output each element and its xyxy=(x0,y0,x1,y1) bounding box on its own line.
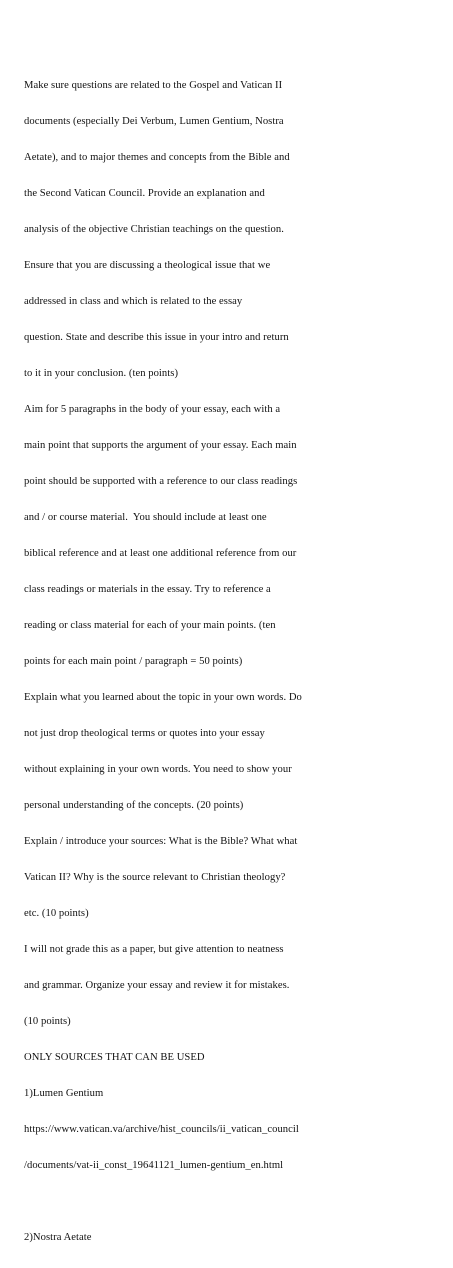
text-line: Make sure questions are related to the Gospel and Vatican II xyxy=(24,80,283,91)
text-line: class readings or materials in the essay. Try to reference a xyxy=(24,584,271,595)
text-line: Explain / introduce your sources: What is the Bible? What what xyxy=(24,836,298,847)
text-line: without explaining in your own words. You need to show your xyxy=(24,764,292,775)
blank-line xyxy=(24,1196,449,1208)
text-line: Explain what you learned about the topic in your own words. Do xyxy=(24,692,302,703)
text-line: Aim for 5 paragraphs in the body of your essay, each with a xyxy=(24,404,281,415)
source-item-title: 2)Nostra Aetate xyxy=(24,1232,92,1243)
text-line: etc. (10 points) xyxy=(24,908,89,919)
sources-heading: ONLY SOURCES THAT CAN BE USED xyxy=(24,1052,205,1063)
text-line: and grammar. Organize your essay and review it for mistakes. xyxy=(24,980,290,991)
text-line: reading or class material for each of your main points. (ten xyxy=(24,620,276,631)
text-line: documents (especially Dei Verbum, Lumen Gentium, Nostra xyxy=(24,116,284,127)
text-line: main point that supports the argument of your essay. Each main xyxy=(24,440,297,451)
text-line: addressed in class and which is related to the essay xyxy=(24,296,243,307)
text-line: biblical reference and at least one additional reference from our xyxy=(24,548,297,559)
text-line: analysis of the objective Christian teachings on the question. xyxy=(24,224,284,235)
text-line: and / or course material. You should include at least one xyxy=(24,512,267,523)
source-link-continuation[interactable]: /documents/vat-ii_const_19641121_lumen-gentium_en.html xyxy=(24,1160,284,1171)
source-link[interactable]: https://www.vatican.va/archive/hist_councils/ii_vatican_council xyxy=(24,1124,299,1135)
text-line: to it in your conclusion. (ten points) xyxy=(24,368,179,379)
text-line: personal understanding of the concepts. (20 points) xyxy=(24,800,244,811)
text-line: Vatican II? Why is the source relevant to Christian theology? xyxy=(24,872,286,883)
document-body xyxy=(24,56,449,1268)
text-line: Aetate), and to major themes and concepts from the Bible and xyxy=(24,152,290,163)
text-line: point should be supported with a reference to our class readings xyxy=(24,476,298,487)
source-item-title: 1)Lumen Gentium xyxy=(24,1088,104,1099)
text-line: Ensure that you are discussing a theological issue that we xyxy=(24,260,271,271)
text-line: question. State and describe this issue in your intro and return xyxy=(24,332,289,343)
text-line: I will not grade this as a paper, but give attention to neatness xyxy=(24,944,284,955)
text-line: points for each main point / paragraph = 50 points) xyxy=(24,656,243,667)
text-line: not just drop theological terms or quotes into your essay xyxy=(24,728,265,739)
text-line: the Second Vatican Council. Provide an explanation and xyxy=(24,188,265,199)
text-line: (10 points) xyxy=(24,1016,71,1027)
